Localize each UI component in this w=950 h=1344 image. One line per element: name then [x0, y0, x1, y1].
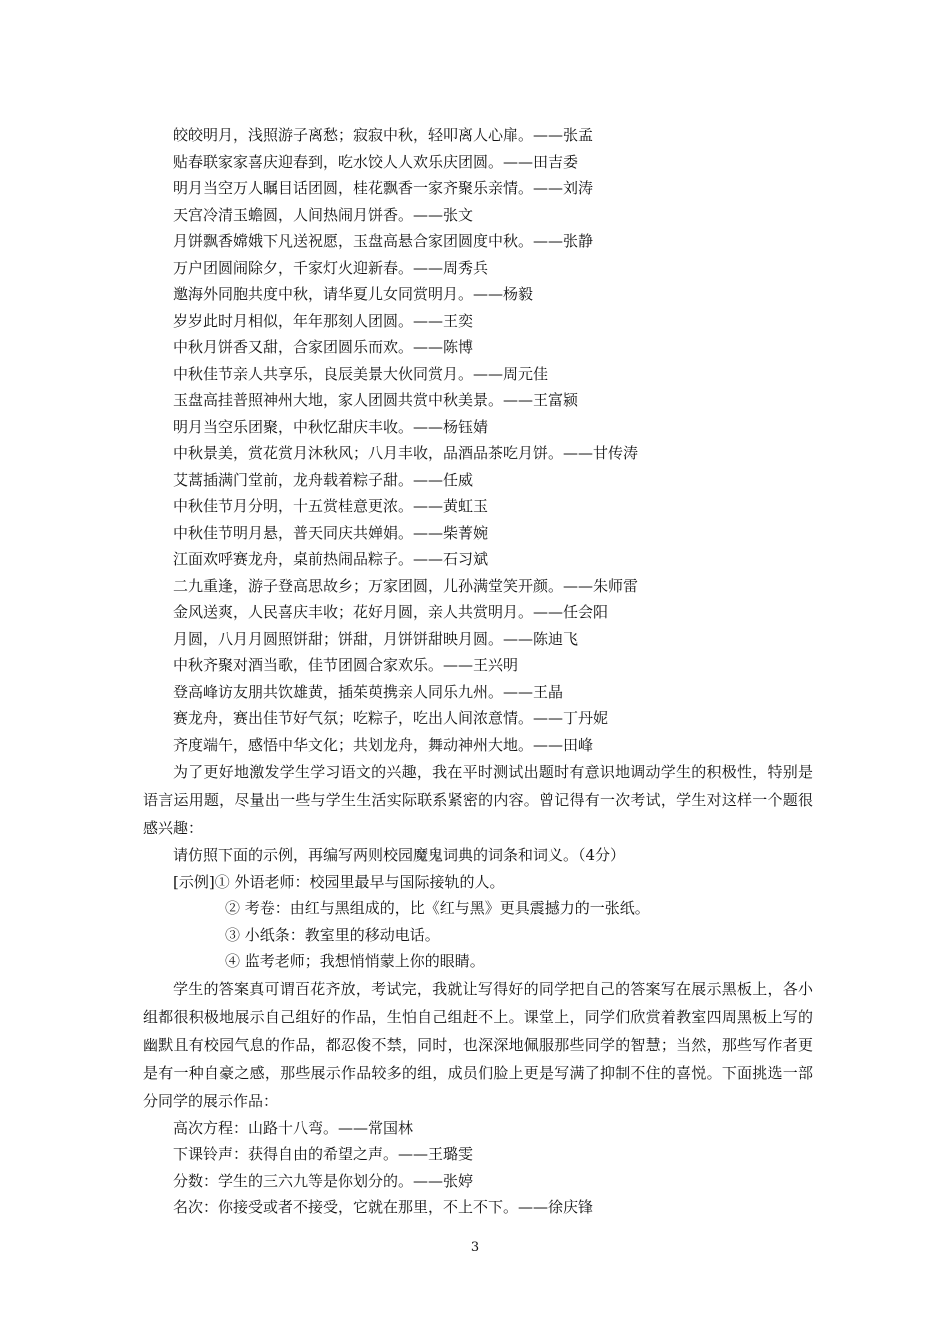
example-item: ④ 监考老师；我想悄悄蒙上你的眼睛。	[225, 952, 485, 970]
entry-line: 下课铃声：获得自由的希望之声。——王璐雯	[173, 1145, 474, 1163]
couplet-line: 月饼飘香嫦娥下凡送祝愿，玉盘高悬合家团圆度中秋。——张静	[173, 232, 594, 250]
couplet-line: 贴春联家家喜庆迎春到，吃水饺人人欢乐庆团圆。——田吉委	[173, 152, 579, 171]
couplet-line: 中秋佳节明月悬，普天同庆共婵娟。——柴菁婉	[173, 523, 489, 542]
couplet-line: 中秋佳节月分明，十五赏桂意更浓。——黄虹玉	[173, 497, 489, 515]
couplet-line: 明月当空乐团聚，中秋忆甜庆丰收。——杨钰婧	[173, 417, 489, 436]
entry-list	[143, 1115, 813, 1221]
couplet-line: 邀海外同胞共度中秋，请华夏儿女同赏明月。——杨毅	[173, 285, 534, 303]
couplet-line: 中秋佳节亲人共享乐，良辰美景大伙同赏月。——周元佳	[173, 364, 549, 383]
example-block	[143, 869, 813, 975]
example-item: [示例]① 外语老师：校园里最早与国际接轨的人。	[173, 872, 505, 891]
couplet-line: 艾蒿插满门堂前，龙舟载着粽子甜。——任威	[173, 470, 474, 489]
couplet-line: 中秋齐聚对酒当歌，佳节团圆合家欢乐。——王兴明	[173, 656, 519, 674]
couplet-line: 金风送爽，人民喜庆丰收；花好月圆，亲人共赏明月。——任会阳	[173, 603, 609, 621]
couplet-line: 月圆，八月月圆照饼甜；饼甜，月饼饼甜映月圆。——陈迪飞	[173, 629, 579, 648]
couplet-line: 二九重逢，游子登高思故乡；万家团圆，儿孙满堂笑开颜。——朱师雷	[173, 576, 639, 595]
couplet-line: 登高峰访友朋共饮雄黄，插茱萸携亲人同乐九州。——王晶	[173, 682, 564, 701]
entry-line: 高次方程：山路十八弯。——常国林	[173, 1118, 414, 1137]
couplet-line: 中秋月饼香又甜，合家团圆乐而欢。——陈博	[173, 338, 474, 356]
couplet-line: 中秋景美，赏花赏月沐秋风；八月丰收，品酒品茶吃月饼。——甘传涛	[173, 444, 639, 462]
page-number: 3	[470, 1240, 480, 1255]
couplet-line: 齐度端午，感悟中华文化；共划龙舟，舞动神州大地。——田峰	[173, 735, 594, 754]
couplet-line: 岁岁此时月相似，年年那刻人团圆。——王奕	[173, 311, 474, 330]
couplet-line: 皎皎明月，浅照游子离愁；寂寂中秋，轻叩离人心扉。——张孟	[173, 126, 594, 144]
page-content	[143, 122, 813, 1221]
task-prompt: 请仿照下面的示例，再编写两则校园魔鬼词典的词条和词义。（4分）	[173, 846, 626, 864]
couplet-line: 明月当空万人瞩目话团圆，桂花飘香一家齐聚乐亲情。——刘涛	[173, 179, 594, 197]
entry-line: 名次：你接受或者不接受，它就在那里，不上不下。——徐庆锋	[173, 1198, 594, 1216]
couplet-line: 玉盘高挂普照神州大地，家人团圆共赏中秋美景。——王富颍	[173, 391, 579, 409]
couplet-line: 万户团圆闹除夕，千家灯火迎新春。——周秀兵	[173, 258, 489, 277]
couplet-line: 赛龙舟，赛出佳节好气氛；吃粽子，吃出人间浓意情。——丁丹妮	[173, 709, 609, 727]
couplet-list	[143, 122, 813, 758]
couplet-line: 江面欢呼赛龙舟，桌前热闹品粽子。——石习斌	[173, 550, 489, 568]
paragraph-results: 学生的答案真可谓百花齐放，考试完，我就让写得好的同学把自己的答案写在展示黑板上，各小组都很积极地展示自己组好的作品，生怕自己组赶不上。课堂上，同学们欣赏着教室四周黑板上写的幽默且有校园气息的作品，都忍俊不禁，同时，也深深地佩服那些同学的智慧；当然，那些写作者更是有一种自豪之感，那些展示作品较多的组，成员们脸上更是写满了抑制不住的喜悦。下面挑选一部分同学的展示作品：	[143, 979, 813, 1110]
paragraph-intro: 为了更好地激发学生学习语文的兴趣，我在平时测试出题时有意识地调动学生的积极性，特别是语言运用题，尽量出一些与学生生活实际联系紧密的内容。曾记得有一次考试，学生对这样一个题很感兴趣：	[143, 763, 813, 837]
entry-line: 分数：学生的三六九等是你划分的。——张婷	[173, 1171, 474, 1190]
example-item: ③ 小纸条：教室里的移动电话。	[225, 925, 440, 944]
couplet-line: 天宫冷清玉蟾圆，人间热闹月饼香。——张文	[173, 205, 474, 224]
example-item: ② 考卷：由红与黑组成的，比《红与黑》更具震撼力的一张纸。	[225, 899, 650, 917]
